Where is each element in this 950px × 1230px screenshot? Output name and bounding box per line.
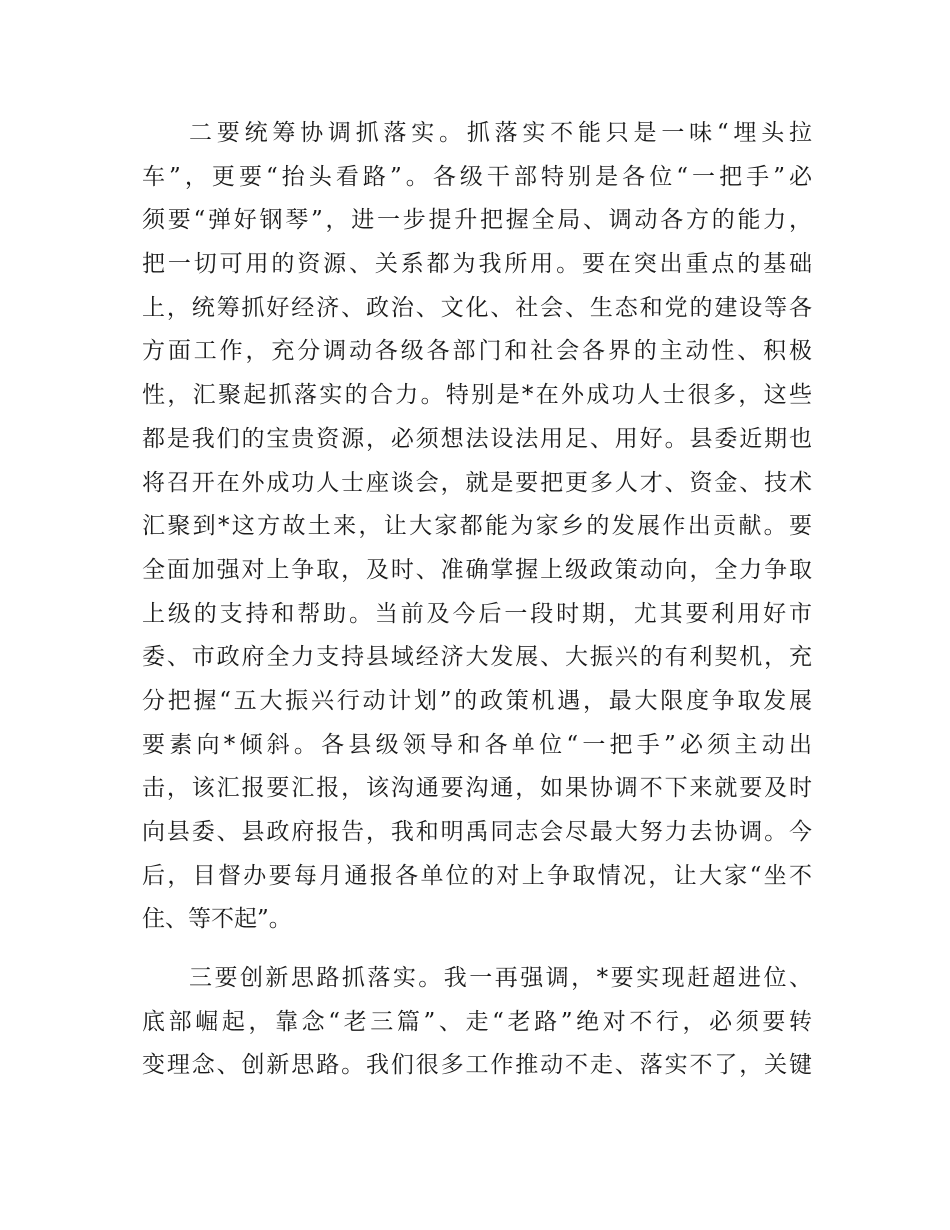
- text-line: 汇聚到*这方故土来，让大家都能为家乡的发展作出贡献。要: [142, 513, 812, 540]
- text-line: 住、等不起”。: [142, 906, 292, 933]
- text-line: 将召开在外成功人士座谈会，就是要把更多人才、资金、技术: [142, 469, 812, 496]
- text-line: 要素向*倾斜。各县级领导和各单位“一把手”必须主动出: [142, 731, 812, 758]
- text-line: 委、市政府全力支持县域经济大发展、大振兴的有利契机，充: [142, 644, 812, 671]
- text-line: 把一切可用的资源、关系都为我所用。要在突出重点的基础: [142, 251, 812, 278]
- text-line: 击，该汇报要汇报，该沟通要沟通，如果协调不下来就要及时: [142, 775, 812, 802]
- text-line: 分把握“五大振兴行动计划”的政策机遇，最大限度争取发展: [142, 687, 812, 714]
- text-line: 后，目督办要每月通报各单位的对上争取情况，让大家“坐不: [142, 862, 812, 889]
- text-line: 全面加强对上争取，及时、准确掌握上级政策动向，全力争取: [142, 556, 812, 583]
- text-line: 上，统筹抓好经济、政治、文化、社会、生态和党的建设等各: [142, 294, 812, 321]
- text-line: 方面工作，充分调动各级各部门和社会各界的主动性、积极: [142, 338, 812, 365]
- paragraph-innovation: [142, 957, 812, 1088]
- text-line: 车”，更要“抬头看路”。各级干部特别是各位“一把手”必: [142, 163, 812, 190]
- text-line: 都是我们的宝贵资源，必须想法设法用足、用好。县委近期也: [142, 425, 812, 452]
- text-line: 变理念、创新思路。我们很多工作推动不走、落实不了，关键: [142, 1052, 812, 1079]
- text-line: 上级的支持和帮助。当前及今后一段时期，尤其要利用好市: [142, 600, 812, 627]
- text-line: 底部崛起，靠念“老三篇”、走“老路”绝对不行，必须要转: [142, 1008, 812, 1035]
- paragraph-coordination: [142, 112, 812, 942]
- text-line: 向县委、县政府报告，我和明禹同志会尽最大努力去协调。今: [142, 819, 812, 845]
- text-line: 三要创新思路抓落实。我一再强调，*要实现赶超进位、: [189, 965, 812, 991]
- text-line: 性，汇聚起抓落实的合力。特别是*在外成功人士很多，这些: [142, 382, 812, 409]
- text-line: 须要“弹好钢琴”，进一步提升把握全局、调动各方的能力，: [142, 207, 812, 234]
- text-line: 二要统筹协调抓落实。抓落实不能只是一味“埋头拉: [189, 120, 812, 146]
